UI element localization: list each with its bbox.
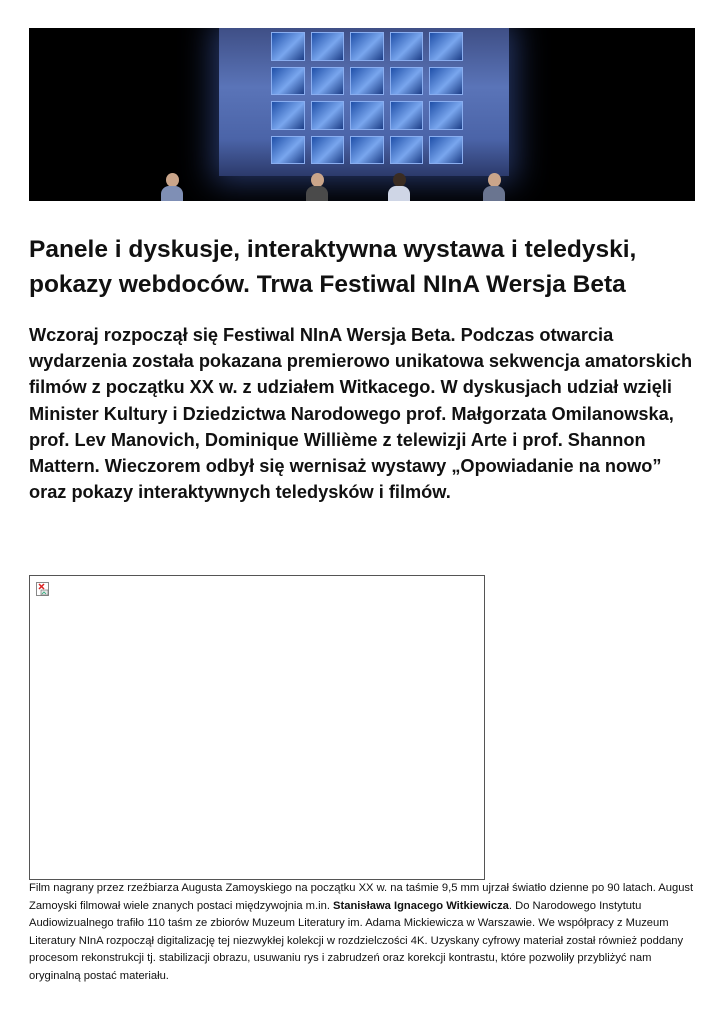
article-title: Panele i dyskusje, interaktywna wystawa i teledyski, pokazy webdoców. Trwa Festiwal NInA Wersja Beta: [29, 236, 637, 298]
caption-text: Film nagrany przez rzeźbiarza Augusta Zamoyskiego na początku XX w. na taśmie 9,5 mm ujrzał światło dzienne po 90 latach. August Zamoyski filmował wiele znanych postaci międzywojnia m.in.: [29, 882, 694, 912]
panelist-figure: [386, 173, 412, 201]
tile: [350, 136, 384, 165]
tile: [311, 136, 345, 165]
tile: [429, 101, 463, 130]
tile: [429, 136, 463, 165]
tile: [271, 67, 305, 96]
tile: [390, 67, 424, 96]
tile: [271, 32, 305, 61]
caption-bold-name: Stanisława Ignacego Witkiewicza: [333, 899, 509, 912]
tile: [311, 32, 345, 61]
projected-tile-grid: [267, 28, 467, 168]
tile: [350, 101, 384, 130]
tile: [390, 101, 424, 130]
tile: [311, 101, 345, 130]
tile: [350, 67, 384, 96]
tile: [271, 136, 305, 165]
embedded-video-placeholder[interactable]: [29, 575, 485, 880]
tile: [350, 32, 384, 61]
tile: [311, 67, 345, 96]
tile: [390, 136, 424, 165]
tile: [271, 101, 305, 130]
broken-image-icon: [36, 582, 49, 596]
tile: [390, 32, 424, 61]
tile: [429, 32, 463, 61]
caption-text-continued: . Do Narodowego Instytutu Audiowizualnego trafiło 110 taśm ze zbiorów Muzeum Literatury im. Adama Mickiewicza w Warszawie. We współpracy z Muzeum Literatury NInA rozpoczął digitalizację tej niezwykłej kolekcji w rozdzielczości 4K. Uzyskany cyfrowy materiał został również poddany procesom rekonstrukcji tj. stabilizacji obrazu, usuwaniu rys i zabrudzeń oraz korekcji kontrastu, które pozwoliły przybliżyć nam oryginalną postać materiału.: [29, 899, 684, 982]
panelist-figure: [159, 173, 185, 201]
panelist-figure: [304, 173, 330, 201]
video-caption: [29, 880, 699, 986]
hero-photo: [29, 28, 695, 201]
article-lead: Wczoraj rozpoczął się Festiwal NInA Wersja Beta. Podczas otwarcia wydarzenia została pokazana premierowo unikatowa sekwencja amatorskich filmów z początku XX w. z udziałem Witkacego. W dyskusjach udział wzięli Minister Kultury i Dziedzictwa Narodowego prof. Małgorzata Omilanowska, prof. Lev Manovich, Dominique Willième z telewizji Arte i prof. Shannon Mattern. Wieczorem odbył się wernisaż wystawy „Opowiadanie na nowo” oraz pokazy interaktywnych teledysków i filmów.: [29, 325, 693, 503]
panelist-figure: [481, 173, 507, 201]
tile: [429, 67, 463, 96]
